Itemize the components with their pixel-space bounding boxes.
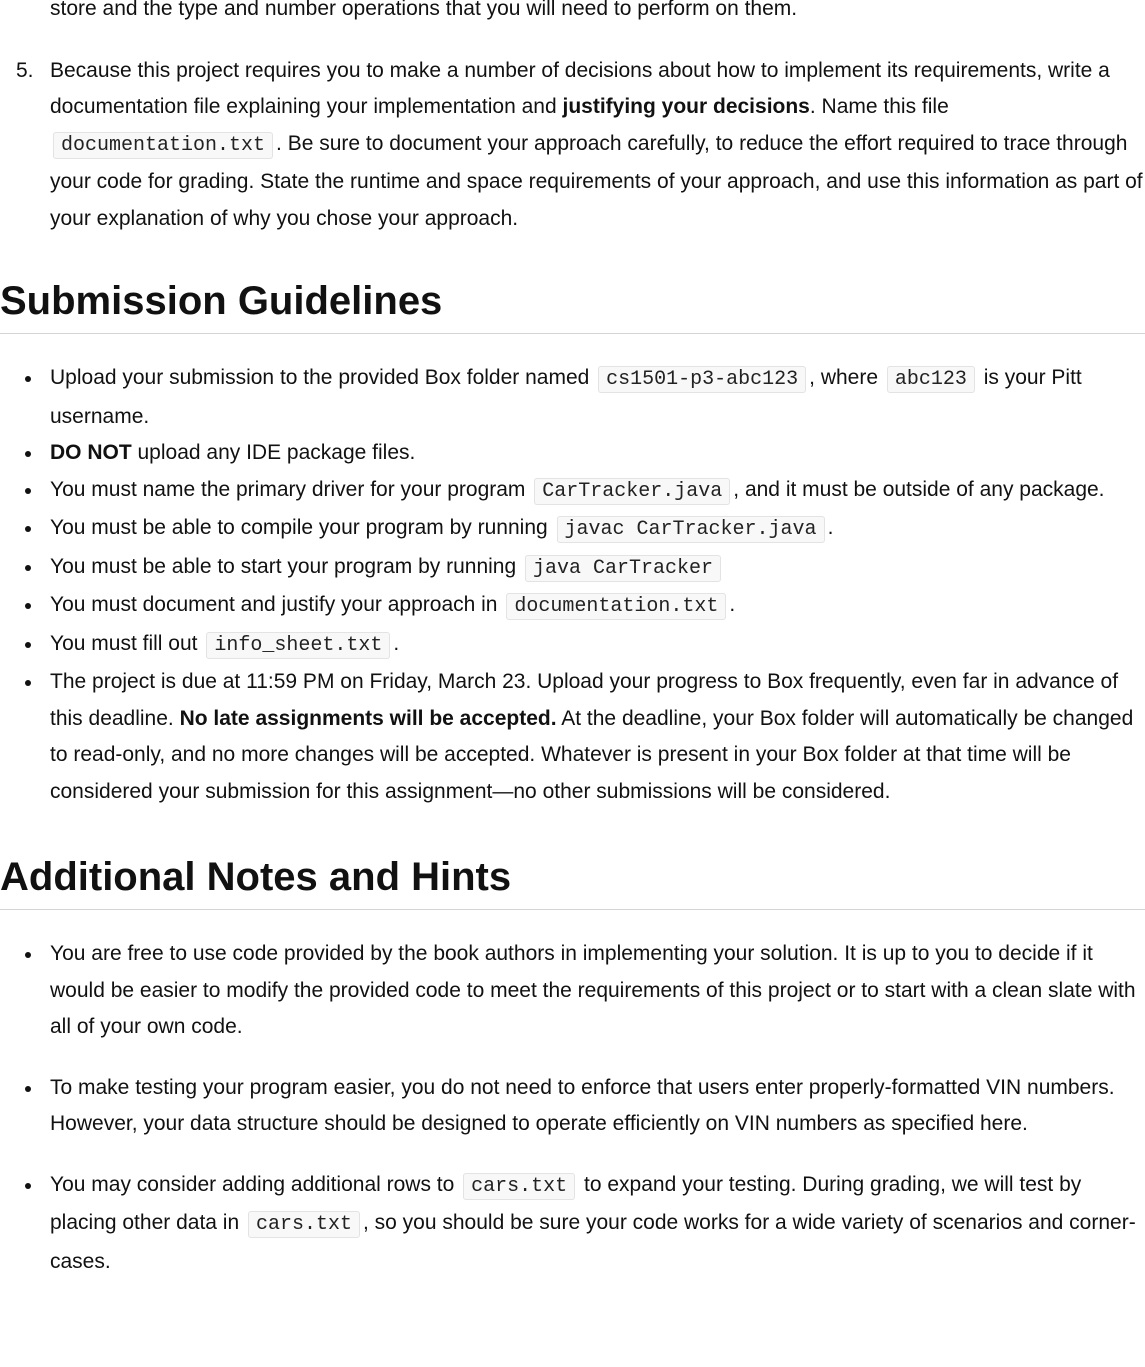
list-item: You must be able to compile your program by running javac CarTracker.java .: [0, 510, 1145, 549]
numbered-list: [0, 53, 1145, 238]
list-item: You must document and justify your approach in documentation.txt .: [0, 587, 1145, 626]
list-item: Upload your submission to the provided Box folder named cs1501-p3-abc123 , where abc123 is your Pitt username.: [0, 360, 1145, 435]
section-heading-submission: Submission Guidelines: [0, 277, 1145, 334]
list-item: You are free to use code provided by the book authors in implementing your solution. It is up to you to decide if it would be easier to modify the provided code to meet the requirements of this project or to start with a clean slate with all of your own code.: [0, 936, 1145, 1046]
inline-code: javac CarTracker.java: [557, 516, 825, 543]
inline-code: java CarTracker: [525, 555, 721, 582]
list-item: You must be able to start your program by running java CarTracker: [0, 549, 1145, 588]
list-item: You must fill out info_sheet.txt .: [0, 626, 1145, 665]
list-item: To make testing your program easier, you do not need to enforce that users enter properly-formatted VIN numbers. However, your data structure should be designed to operate efficiently on VIN numbers as specified here.: [0, 1070, 1145, 1143]
list-item-step-5: 5. Because this project requires you to make a number of decisions about how to implement its requirements, write a documentation file explaining your implementation and justifying your decisions. Name this file documentation.txt . Be sure to document your approach carefully, to reduce the effort required to trace through your code for grading. State the runtime and space requirements of your approach, and use this information as part of your explanation of why you chose your approach.: [0, 53, 1145, 238]
notes-list: [0, 936, 1145, 1280]
inline-code: cars.txt: [248, 1211, 360, 1238]
emphasis-text: justifying your decisions: [562, 95, 810, 118]
list-number: 5.: [16, 58, 34, 82]
list-item: DO NOT upload any IDE package files.: [0, 435, 1145, 472]
inline-code: cars.txt: [463, 1173, 575, 1200]
section-heading-notes: Additional Notes and Hints: [0, 853, 1145, 910]
emphasis-text: No late assignments will be accepted.: [179, 706, 557, 730]
inline-code: CarTracker.java: [534, 478, 730, 505]
inline-code: documentation.txt: [53, 132, 273, 159]
list-item: The project is due at 11:59 PM on Friday, March 23. Upload your progress to Box frequently, even far in advance of this deadline. No late assignments will be accepted. At the deadline, your Box folder will automatically be changed to read-only, and no more changes will be accepted. Whatever is present in your Box folder at that time will be considered your submission for this assignment—no other submissions will be considered.: [0, 664, 1145, 810]
intro-line: store and the type and number operations that you will need to perform on them.: [50, 0, 798, 20]
inline-code: info_sheet.txt: [206, 632, 390, 659]
list-item: You must name the primary driver for your program CarTracker.java , and it must be outside of any package.: [0, 472, 1145, 511]
submission-list: [0, 360, 1145, 810]
list-item: You may consider adding additional rows to cars.txt to expand your testing. During grading, we will test by placing other data in cars.txt , so you should be sure your code works for a wide variety of scenarios and corner-cases.: [0, 1167, 1145, 1281]
inline-code: abc123: [887, 366, 975, 393]
inline-code: documentation.txt: [506, 593, 726, 620]
emphasis-text: DO NOT: [50, 441, 132, 464]
inline-code: cs1501-p3-abc123: [598, 366, 806, 393]
